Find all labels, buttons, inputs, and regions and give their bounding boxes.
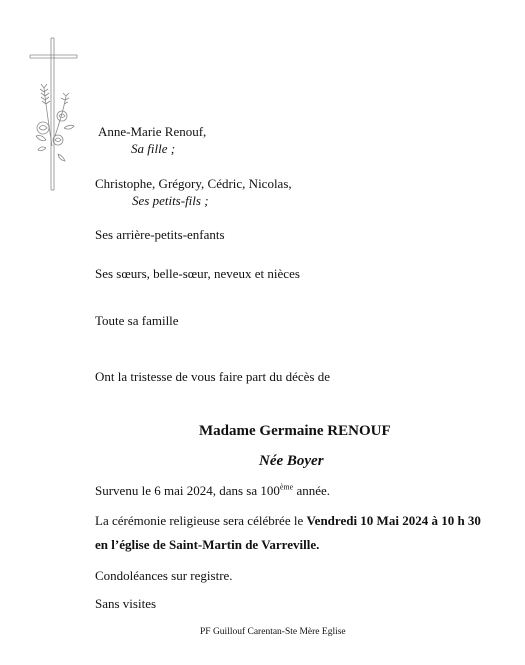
- ceremony-location: en l’église de Saint-Martin de Varreville.: [95, 537, 320, 552]
- siblings-line: Ses sœurs, belle-sœur, neveux et nièces: [95, 266, 300, 281]
- death-line-suffix: année.: [293, 483, 331, 498]
- ceremony-prefix: La cérémonie religieuse sera célébrée le: [95, 513, 307, 528]
- cross-flower-icon: [22, 36, 84, 192]
- great-grandchildren: Ses arrière-petits-enfants: [95, 227, 225, 242]
- grandsons-relation: Ses petits-fils ;: [132, 193, 209, 208]
- deceased-name: Madame Germaine RENOUF: [199, 423, 391, 439]
- ceremony-date-time: Vendredi 10 Mai 2024 à 10 h 30: [306, 513, 481, 528]
- death-line: [95, 483, 330, 499]
- ceremony-line: [95, 513, 481, 529]
- daughter-relation: Sa fille ;: [131, 141, 176, 156]
- condolences-line: Condoléances sur registre.: [95, 568, 233, 583]
- announcement-line: Ont la tristesse de vous faire part du décès de: [95, 369, 331, 384]
- all-family-line: Toute sa famille: [95, 313, 179, 328]
- grandsons-names: Christophe, Grégory, Cédric, Nicolas,: [95, 176, 292, 191]
- daughter-name: Anne-Marie Renouf,: [98, 124, 207, 139]
- funeral-home-footer: PF Guillouf Carentan-Ste Mère Eglise: [200, 627, 346, 637]
- death-line-prefix: Survenu le 6 mai 2024, dans sa 100: [95, 483, 280, 498]
- death-line-superscript: ème: [279, 482, 294, 492]
- maiden-name: Née Boyer: [259, 453, 324, 469]
- visits-line: Sans visites: [95, 596, 157, 611]
